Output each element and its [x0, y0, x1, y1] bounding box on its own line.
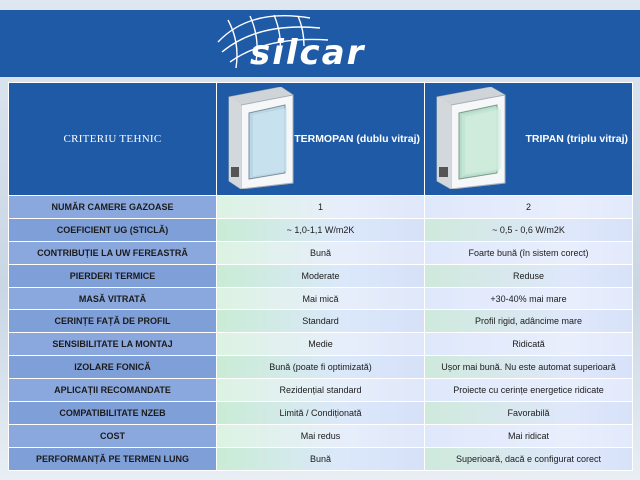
criteria-cell: CERINȚE FAȚĂ DE PROFIL	[9, 310, 217, 333]
termopan-value-cell: ~ 1,0-1,1 W/m2K	[217, 218, 425, 241]
table-header-row	[9, 83, 633, 196]
table-row	[9, 264, 633, 287]
tripan-value-cell: Foarte bună (în sistem corect)	[425, 241, 633, 264]
header-criteriu-label: CRITERIU TEHNIC	[63, 133, 162, 145]
tripan-value-cell: Reduse	[425, 264, 633, 287]
tripan-value-cell: +30-40% mai mare	[425, 287, 633, 310]
termopan-value-cell: Mai mică	[217, 287, 425, 310]
tripan-value-cell: Superioară, dacă e configurat corect	[425, 447, 633, 470]
criteria-cell: NUMĂR CAMERE GAZOASE	[9, 196, 217, 219]
table-row	[9, 333, 633, 356]
termopan-value-cell: Bună (poate fi optimizată)	[217, 356, 425, 379]
table-row	[9, 356, 633, 379]
tripan-value-cell: Profil rigid, adâncime mare	[425, 310, 633, 333]
tripan-value-cell: 2	[425, 196, 633, 219]
header-termopan-label: TERMOPAN (dublu vitraj)	[294, 133, 420, 145]
termopan-value-cell: 1	[217, 196, 425, 219]
table-row	[9, 379, 633, 402]
tripan-value-cell: Proiecte cu cerințe energetice ridicate	[425, 379, 633, 402]
tripan-value-cell: Favorabilă	[425, 402, 633, 425]
criteria-cell: COEFICIENT UG (STICLĂ)	[9, 218, 217, 241]
termopan-value-cell: Moderate	[217, 264, 425, 287]
termopan-value-cell: Mai redus	[217, 424, 425, 447]
termopan-value-cell: Bună	[217, 241, 425, 264]
table-row	[9, 310, 633, 333]
criteria-cell: COST	[9, 424, 217, 447]
table-row	[9, 402, 633, 425]
tripan-value-cell: ~ 0,5 - 0,6 W/m2K	[425, 218, 633, 241]
header-termopan	[217, 83, 425, 196]
header-criteriu	[9, 83, 217, 196]
criteria-cell: CONTRIBUȚIE LA UW FEREASTRĂ	[9, 241, 217, 264]
table-body	[9, 196, 633, 471]
termopan-value-cell: Rezidențial standard	[217, 379, 425, 402]
comparison-table-container	[8, 82, 632, 471]
criteria-cell: COMPATIBILITATE NZEB	[9, 402, 217, 425]
tripan-value-cell: Ridicată	[425, 333, 633, 356]
brand-logo-text: silcar	[250, 33, 366, 73]
comparison-table	[8, 82, 633, 471]
criteria-cell: PERFORMANȚĂ PE TERMEN LUNG	[9, 447, 217, 470]
header-tripan	[425, 83, 633, 196]
header-tripan-label: TRIPAN (triplu vitraj)	[525, 133, 628, 145]
table-row	[9, 196, 633, 219]
header-banner	[0, 10, 640, 77]
termopan-value-cell: Limită / Condiționată	[217, 402, 425, 425]
tripan-value-cell: Mai ridicat	[425, 424, 633, 447]
criteria-cell: MASĂ VITRATĂ	[9, 287, 217, 310]
tripan-value-cell: Ușor mai bună. Nu este automat superioară	[425, 356, 633, 379]
table-row	[9, 447, 633, 470]
table-row	[9, 424, 633, 447]
criteria-cell: IZOLARE FONICĂ	[9, 356, 217, 379]
criteria-cell: SENSIBILITATE LA MONTAJ	[9, 333, 217, 356]
termopan-value-cell: Bună	[217, 447, 425, 470]
termopan-value-cell: Medie	[217, 333, 425, 356]
triple-glazed-window-icon	[431, 87, 511, 189]
table-row	[9, 218, 633, 241]
criteria-cell: PIERDERI TERMICE	[9, 264, 217, 287]
criteria-cell: APLICAȚII RECOMANDATE	[9, 379, 217, 402]
termopan-value-cell: Standard	[217, 310, 425, 333]
table-row	[9, 241, 633, 264]
table-row	[9, 287, 633, 310]
double-glazed-window-icon	[223, 87, 297, 189]
